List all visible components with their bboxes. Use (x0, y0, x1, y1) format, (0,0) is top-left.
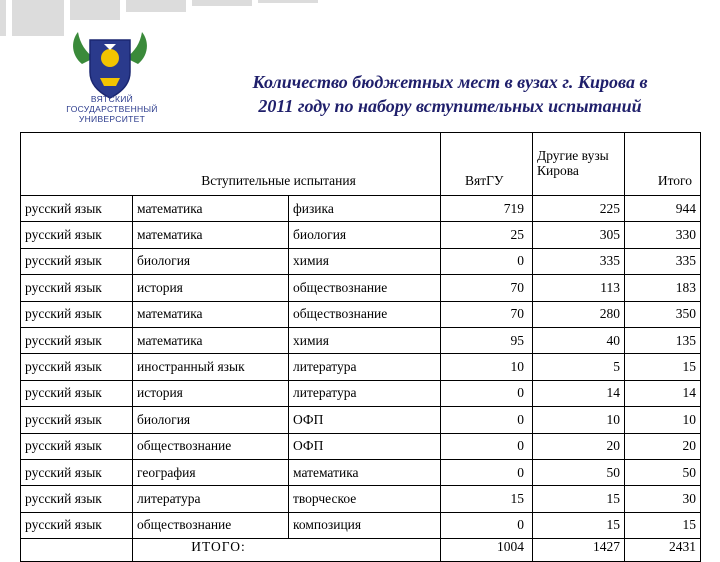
header-total: Итого (625, 133, 701, 196)
total-places-cell: 944 (625, 196, 701, 222)
emblem-sun (101, 49, 119, 67)
table-row (21, 380, 701, 406)
total-places-cell: 14 (625, 380, 701, 406)
subject-1-cell: русский язык (21, 222, 133, 248)
subject-2-cell: математика (133, 327, 289, 353)
subject-3-cell: биология (289, 222, 441, 248)
total-places-cell: 15 (625, 512, 701, 538)
subject-1-cell: русский язык (21, 407, 133, 433)
vgu-places-cell: 0 (441, 407, 533, 433)
subject-1-cell: русский язык (21, 327, 133, 353)
total-places-cell: 135 (625, 327, 701, 353)
total-places-cell: 330 (625, 222, 701, 248)
table-total-row (21, 539, 701, 562)
subject-2-cell: биология (133, 407, 289, 433)
header-other-line-2: Кирова (537, 163, 579, 178)
subject-3-cell: творческое (289, 486, 441, 512)
subject-2-cell: обществознание (133, 512, 289, 538)
tile (192, 0, 252, 6)
vgu-places-cell: 25 (441, 222, 533, 248)
total-places-cell: 335 (625, 248, 701, 274)
other-places-cell: 15 (533, 512, 625, 538)
vgu-places-cell: 15 (441, 486, 533, 512)
tile (12, 0, 64, 36)
total-places-cell: 50 (625, 459, 701, 485)
subject-2-cell: обществознание (133, 433, 289, 459)
vgu-places-cell: 10 (441, 354, 533, 380)
subject-1-cell: русский язык (21, 459, 133, 485)
total-places-cell: 15 (625, 354, 701, 380)
vgu-places-cell: 0 (441, 512, 533, 538)
subject-1-cell: русский язык (21, 248, 133, 274)
title-line-1: Количество бюджетных мест в вузах г. Кирова в (252, 72, 648, 92)
logo-caption-line: ГОСУДАРСТВЕННЫЙ (66, 104, 158, 114)
table-row (21, 327, 701, 353)
subject-1-cell: русский язык (21, 301, 133, 327)
subject-3-cell: химия (289, 327, 441, 353)
table-row (21, 512, 701, 538)
header-other-universities (533, 133, 625, 196)
subject-2-cell: математика (133, 222, 289, 248)
vgu-places-cell: 0 (441, 248, 533, 274)
tile (258, 0, 318, 3)
table-row (21, 248, 701, 274)
table-row (21, 354, 701, 380)
vgu-places-cell: 70 (441, 301, 533, 327)
total-vgu: 1004 (441, 539, 533, 562)
total-label: ИТОГО: (133, 539, 441, 562)
subject-2-cell: литература (133, 486, 289, 512)
subject-3-cell: ОФП (289, 407, 441, 433)
admissions-table (20, 132, 701, 562)
subject-3-cell: обществознание (289, 301, 441, 327)
title-line-2: 2011 году по набору вступительных испытаний (258, 96, 642, 116)
logo-caption-line: УНИВЕРСИТЕТ (78, 114, 146, 124)
vgu-places-cell: 0 (441, 433, 533, 459)
table-row (21, 196, 701, 222)
subject-2-cell: история (133, 380, 289, 406)
table-row (21, 459, 701, 485)
table-header-row (21, 133, 701, 196)
vgu-places-cell: 719 (441, 196, 533, 222)
total-all: 2431 (625, 539, 701, 562)
other-places-cell: 113 (533, 275, 625, 301)
header-tests: Вступительные испытания (21, 133, 441, 196)
other-places-cell: 335 (533, 248, 625, 274)
other-places-cell: 15 (533, 486, 625, 512)
subject-2-cell: математика (133, 301, 289, 327)
other-places-cell: 20 (533, 433, 625, 459)
table-row (21, 275, 701, 301)
vgu-places-cell: 0 (441, 459, 533, 485)
subject-3-cell: физика (289, 196, 441, 222)
table-row (21, 486, 701, 512)
other-places-cell: 280 (533, 301, 625, 327)
other-places-cell: 14 (533, 380, 625, 406)
subject-3-cell: литература (289, 380, 441, 406)
other-places-cell: 225 (533, 196, 625, 222)
tile (126, 0, 186, 12)
subject-3-cell: обществознание (289, 275, 441, 301)
subject-3-cell: ОФП (289, 433, 441, 459)
total-places-cell: 183 (625, 275, 701, 301)
subject-2-cell: иностранный язык (133, 354, 289, 380)
tile (0, 0, 6, 36)
table-row (21, 222, 701, 248)
vgu-places-cell: 95 (441, 327, 533, 353)
total-places-cell: 20 (625, 433, 701, 459)
table-row (21, 301, 701, 327)
other-places-cell: 50 (533, 459, 625, 485)
tile (70, 0, 120, 20)
vgu-places-cell: 70 (441, 275, 533, 301)
subject-1-cell: русский язык (21, 380, 133, 406)
header-vgu: ВятГУ (441, 133, 533, 196)
subject-2-cell: история (133, 275, 289, 301)
subject-3-cell: композиция (289, 512, 441, 538)
other-places-cell: 40 (533, 327, 625, 353)
header-other-line-1: Другие вузы (537, 148, 609, 163)
total-other: 1427 (533, 539, 625, 562)
subject-3-cell: химия (289, 248, 441, 274)
vgu-places-cell: 0 (441, 380, 533, 406)
table-row (21, 433, 701, 459)
subject-3-cell: литература (289, 354, 441, 380)
logo-caption (62, 94, 162, 124)
subject-2-cell: биология (133, 248, 289, 274)
total-places-cell: 350 (625, 301, 701, 327)
total-places-cell: 10 (625, 407, 701, 433)
other-places-cell: 305 (533, 222, 625, 248)
subject-2-cell: математика (133, 196, 289, 222)
total-places-cell: 30 (625, 486, 701, 512)
subject-2-cell: география (133, 459, 289, 485)
subject-1-cell: русский язык (21, 433, 133, 459)
logo-caption-line: ВЯТСКИЙ (90, 94, 134, 104)
table-row (21, 407, 701, 433)
other-places-cell: 10 (533, 407, 625, 433)
other-places-cell: 5 (533, 354, 625, 380)
page-title (200, 70, 700, 118)
subject-1-cell: русский язык (21, 275, 133, 301)
subject-1-cell: русский язык (21, 196, 133, 222)
subject-3-cell: математика (289, 459, 441, 485)
subject-1-cell: русский язык (21, 512, 133, 538)
subject-1-cell: русский язык (21, 354, 133, 380)
subject-1-cell: русский язык (21, 486, 133, 512)
